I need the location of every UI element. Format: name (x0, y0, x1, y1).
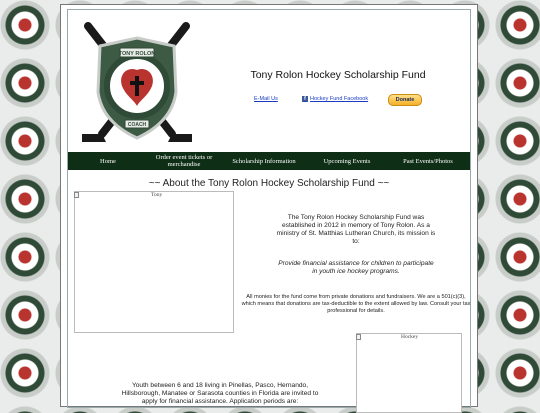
nav-item-past-events[interactable]: Past Events/Photos (403, 157, 453, 165)
nav-item-home[interactable]: Home (100, 157, 116, 165)
broken-image-icon (356, 334, 361, 340)
tony-image-alt (74, 192, 162, 198)
logo-text-bottom: COACH (127, 122, 147, 128)
section-heading: ~~ About the Tony Rolon Hockey Scholarship Fund ~~ (148, 178, 390, 189)
eligibility-paragraph: Youth between 6 and 18 living in Pinellas, Pasco, Hernando, Hillsborough, Manatee or Sarasota counties in Florida are invited to apply for financial assistance. Application periods are: (121, 382, 319, 405)
mission-statement: Provide financial assistance for children to participate in youth ice hockey programs. (278, 260, 434, 275)
donations-paragraph: All monies for the fund come from private donations and fundraisers. We are a 501(c)(3), which means that donations are tax-deductible to the extent allowed by law. Consult your tax professional for details. (241, 294, 471, 314)
hockey-image-alt-text: Hockey (401, 334, 419, 340)
main-nav (68, 152, 470, 170)
nav-item-order-tickets[interactable]: Order event tickets or merchandise (155, 154, 213, 168)
facebook-link[interactable] (302, 96, 368, 102)
facebook-icon: f (302, 96, 308, 102)
page-container (60, 4, 478, 407)
broken-image-icon (74, 192, 79, 198)
email-us-link[interactable]: E-Mail Us (254, 96, 278, 102)
hockey-image (356, 333, 462, 413)
intro-paragraph: The Tony Rolon Hockey Scholarship Fund was established in 2012 in memory of Tony Rolon. As a ministry of St. Matthias Lutheran Church, its mission is to: (276, 214, 436, 245)
tony-image (74, 191, 234, 333)
facebook-link-label: Hockey Fund Facebook (310, 96, 369, 102)
site-title: Tony Rolon Hockey Scholarship Fund (250, 69, 426, 81)
nav-item-upcoming-events[interactable]: Upcoming Events (323, 157, 371, 165)
fund-logo[interactable] (76, 22, 198, 150)
logo-text-top: TONY ROLON (118, 51, 156, 57)
hockey-image-alt (356, 334, 418, 340)
tony-image-alt-text: Tony (151, 192, 163, 198)
nav-item-scholarship-info[interactable]: Scholarship Information (232, 157, 296, 165)
donate-button[interactable]: Donate (388, 94, 422, 106)
content-frame (67, 9, 471, 408)
